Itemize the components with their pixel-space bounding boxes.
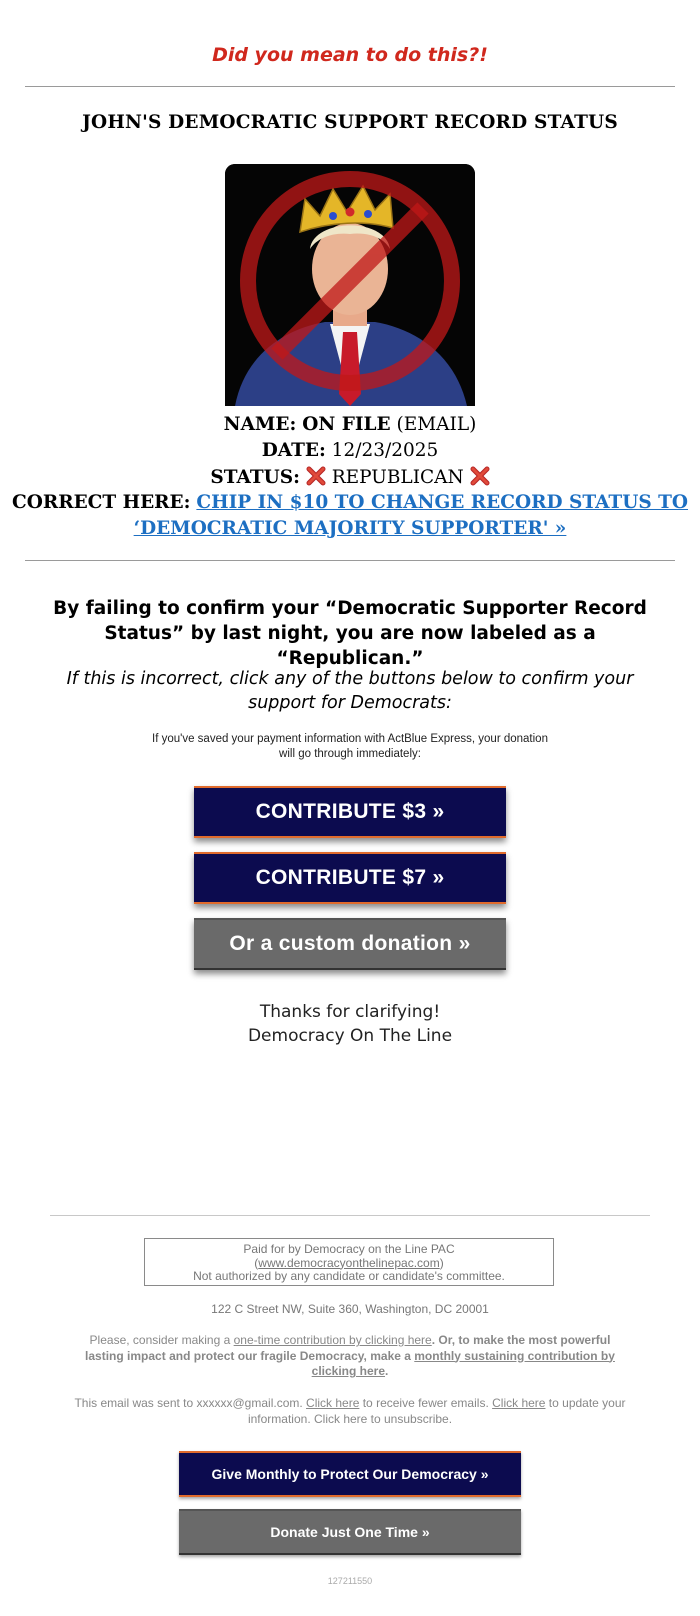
paren-open: ( bbox=[254, 1255, 259, 1270]
warning-line-2: Status” by last night, you are now labeled as a “Republican.” bbox=[104, 623, 596, 669]
tracking-code: 127211550 bbox=[327, 1576, 373, 1586]
monthly-contribution-link[interactable]: monthly sustaining contribution by clicking here bbox=[311, 1348, 615, 1378]
headline: Did you mean to do this?! bbox=[212, 44, 488, 66]
status-label: STATUS: bbox=[210, 467, 300, 488]
consider-prefix: Please, consider making a bbox=[89, 1333, 234, 1347]
record-status-row bbox=[0, 466, 700, 488]
crossed-out-photo-icon bbox=[225, 164, 475, 406]
actblue-note bbox=[120, 732, 580, 761]
paid-for-box bbox=[144, 1238, 554, 1286]
consider-text bbox=[70, 1333, 630, 1380]
consider-middle: . Or, to make the most powerful lasting impact and protect our fragile Democracy, make a bbox=[85, 1333, 611, 1363]
red-x-icon bbox=[306, 466, 326, 486]
instruction-line-2: support for Democrats: bbox=[248, 693, 452, 713]
fewer-emails-link[interactable]: Click here bbox=[306, 1396, 360, 1410]
record-name-row bbox=[0, 414, 700, 435]
warning-line-1: By failing to confirm your “Democratic Supporter Record bbox=[53, 598, 647, 619]
name-label: NAME: bbox=[223, 414, 297, 435]
contribute-3-button[interactable]: CONTRIBUTE $3 » bbox=[194, 786, 506, 838]
paren-close: ) bbox=[439, 1255, 444, 1270]
email-sent-to-text bbox=[60, 1396, 640, 1427]
contribute-7-button[interactable]: CONTRIBUTE $7 » bbox=[194, 852, 506, 904]
record-correct-row bbox=[0, 492, 700, 513]
instruction-text bbox=[40, 667, 660, 715]
date-value: 12/23/2025 bbox=[331, 440, 439, 461]
paid-line-3: Not authorized by any candidate or candidate's committee. bbox=[193, 1269, 505, 1283]
date-label: DATE: bbox=[261, 440, 326, 461]
record-date-row bbox=[0, 440, 700, 461]
one-time-contribution-link[interactable]: one-time contribution by clicking here bbox=[233, 1333, 432, 1347]
name-value-rest: (EMAIL) bbox=[396, 414, 477, 435]
instruction-line-1: If this is incorrect, click any of the buttons below to confirm your bbox=[66, 669, 634, 689]
change-status-link[interactable]: CHIP IN $10 TO CHANGE RECORD STATUS TO bbox=[196, 492, 689, 513]
paid-line-1: Paid for by Democracy on the Line PAC bbox=[243, 1242, 455, 1256]
divider-footer bbox=[50, 1215, 650, 1216]
divider-top bbox=[25, 86, 675, 87]
divider-middle bbox=[25, 560, 675, 561]
correct-label: CORRECT HERE: bbox=[11, 492, 191, 513]
sent-middle: to receive fewer emails. bbox=[359, 1396, 493, 1410]
paid-line-2 bbox=[145, 1257, 553, 1271]
signoff bbox=[0, 1000, 700, 1048]
status-value: REPUBLICAN bbox=[331, 467, 464, 488]
mailing-address: 122 C Street NW, Suite 360, Washington, DC 20001 bbox=[211, 1302, 489, 1316]
update-info-link[interactable]: Click here bbox=[492, 1396, 546, 1410]
sent-end: to update your information. Click here to unsubscribe. bbox=[247, 1396, 626, 1426]
actblue-note-line-2: will go through immediately: bbox=[279, 747, 421, 760]
give-monthly-button[interactable]: Give Monthly to Protect Our Democracy » bbox=[179, 1451, 521, 1497]
pac-website-link[interactable]: www.democracyonthelinepac.com bbox=[258, 1255, 440, 1270]
sender-name: Democracy On The Line bbox=[247, 1026, 453, 1046]
sent-prefix: This email was sent to xxxxxx@gmail.com. bbox=[74, 1396, 307, 1410]
thanks-line: Thanks for clarifying! bbox=[259, 1002, 441, 1022]
warning-text bbox=[30, 596, 670, 671]
change-status-link-2[interactable]: ‘DEMOCRATIC MAJORITY SUPPORTER' » bbox=[133, 518, 567, 539]
actblue-note-line-1: If you've saved your payment information with ActBlue Express, your donation bbox=[152, 733, 548, 745]
record-correct-row-2 bbox=[0, 518, 700, 539]
candidate-photo bbox=[225, 164, 475, 406]
donate-one-time-button[interactable]: Donate Just One Time » bbox=[179, 1509, 521, 1555]
record-title: JOHN'S DEMOCRATIC SUPPORT RECORD STATUS bbox=[82, 112, 618, 133]
consider-end: . bbox=[385, 1364, 389, 1378]
red-x-icon bbox=[470, 466, 490, 486]
name-value: ON FILE bbox=[302, 414, 391, 435]
custom-donation-button[interactable]: Or a custom donation » bbox=[194, 918, 506, 970]
